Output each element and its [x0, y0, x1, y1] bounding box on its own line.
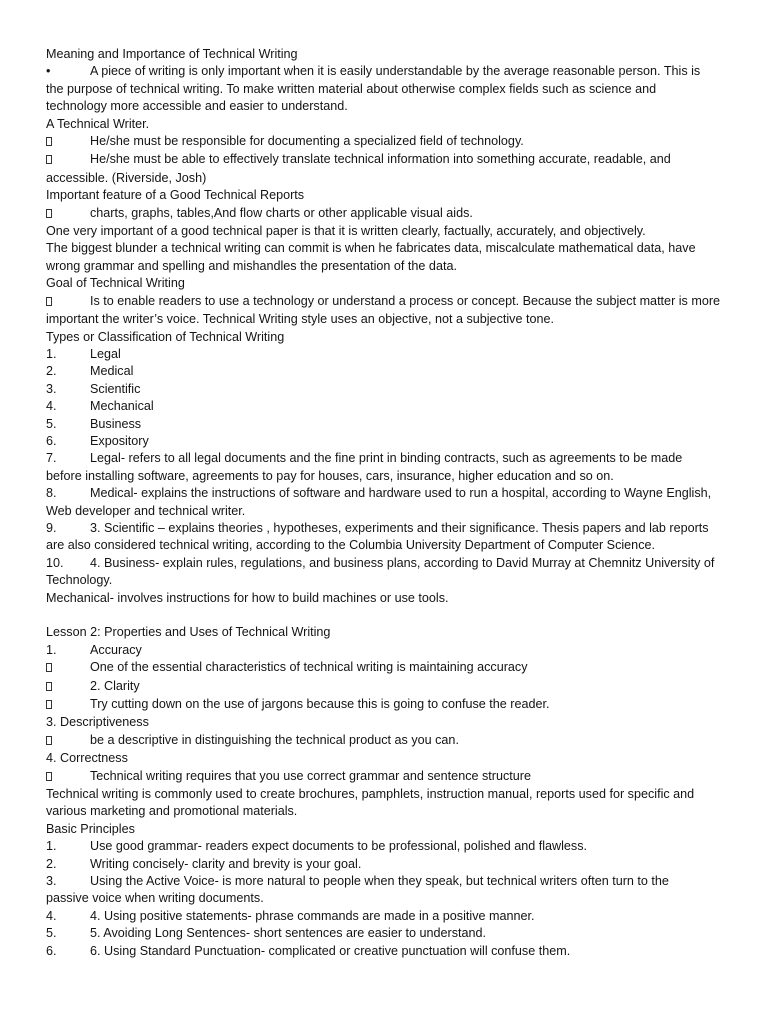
checkbox-item	[46, 133, 726, 151]
list-marker: 6.	[46, 433, 57, 448]
missing-glyph-box-icon	[46, 137, 52, 146]
checkbox-item	[46, 678, 726, 696]
item-text: Medical- explains the instructions of software and hardware used to run a hospital, according to Wayne English,	[90, 486, 712, 501]
numbered-item	[46, 520, 726, 537]
checkbox-item	[46, 151, 726, 169]
text-line: Goal of Technical Writing	[46, 276, 185, 291]
numbered-item	[46, 381, 726, 398]
text-line: 4. Correctness	[46, 751, 128, 766]
text-line: Basic Principles	[46, 821, 135, 836]
list-marker: 3.	[46, 874, 57, 889]
item-text: Scientific	[90, 381, 141, 396]
missing-glyph-box-icon	[46, 297, 52, 306]
missing-glyph-box-icon	[46, 209, 52, 218]
numbered-item	[46, 642, 726, 659]
item-text: 5. Avoiding Long Sentences- short sentences are easier to understand.	[90, 926, 487, 941]
list-marker: 4.	[46, 908, 57, 923]
item-text: He/she must be able to effectively translate technical information into something accurate, readable, and	[90, 152, 671, 167]
list-marker: 6.	[46, 943, 57, 958]
continuation-line: the purpose of technical writing. To make written material about otherwise complex fields such as science and	[46, 81, 657, 96]
checkbox-glyph-icon	[46, 293, 90, 311]
numbered-item	[46, 363, 726, 380]
item-text: Legal- refers to all legal documents and the fine print in binding contracts, such as agreements to be made	[90, 451, 683, 466]
continuation-line: Web developer and technical writer.	[46, 503, 246, 518]
item-text: 2. Clarity	[90, 678, 140, 693]
text-line: The biggest blunder a technical writing can commit is when he fabricates data, miscalculate mathematical data, have	[46, 241, 696, 256]
document-page	[46, 46, 726, 960]
numbered-item	[46, 925, 726, 942]
numbered-item	[46, 398, 726, 415]
list-marker: 7.	[46, 451, 57, 466]
list-marker: 1.	[46, 839, 57, 854]
checkbox-item	[46, 205, 726, 223]
list-marker: •	[46, 64, 51, 79]
item-text: 6. Using Standard Punctuation- complicated or creative punctuation will confuse them.	[90, 943, 571, 958]
list-marker: 9.	[46, 520, 57, 535]
checkbox-glyph-icon	[46, 678, 90, 696]
checkbox-item	[46, 696, 726, 714]
list-marker: 1.	[46, 346, 57, 361]
text-line: One very important of a good technical paper is that it is written clearly, factually, accurately, and objectively.	[46, 224, 646, 239]
numbered-item	[46, 838, 726, 855]
text-line: Meaning and Importance of Technical Writing	[46, 47, 298, 61]
list-marker: 2.	[46, 364, 57, 379]
checkbox-glyph-icon	[46, 768, 90, 786]
numbered-item	[46, 873, 726, 890]
checkbox-glyph-icon	[46, 732, 90, 750]
item-text: Mechanical	[90, 399, 154, 414]
missing-glyph-box-icon	[46, 155, 52, 164]
list-marker: 5.	[46, 416, 57, 431]
numbered-item	[46, 485, 726, 502]
continuation-line: important the writer’s voice. Technical Writing style uses an objective, not a subjective tone.	[46, 312, 554, 327]
numbered-item	[46, 346, 726, 363]
item-text: Legal	[90, 346, 121, 361]
blank-line	[46, 607, 726, 624]
numbered-item	[46, 908, 726, 925]
list-marker: 10.	[46, 555, 64, 570]
item-text: be a descriptive in distinguishing the technical product as you can.	[90, 732, 459, 747]
numbered-item	[46, 416, 726, 433]
continuation-line: passive voice when writing documents.	[46, 891, 264, 906]
missing-glyph-box-icon	[46, 772, 52, 781]
item-text: Try cutting down on the use of jargons because this is going to confuse the reader.	[90, 697, 550, 712]
item-text: Medical	[90, 364, 134, 379]
checkbox-glyph-icon	[46, 205, 90, 223]
checkbox-glyph-icon	[46, 696, 90, 714]
numbered-item	[46, 856, 726, 873]
text-line: Technical writing is commonly used to create brochures, pamphlets, instruction manual, reports used for specific and	[46, 787, 695, 802]
continuation-line: technology more accessible and easier to understand.	[46, 99, 348, 114]
numbered-item	[46, 943, 726, 960]
list-marker: 1.	[46, 642, 57, 657]
missing-glyph-box-icon	[46, 663, 52, 672]
text-line: Mechanical- involves instructions for how to build machines or use tools.	[46, 590, 449, 605]
continuation-line: Technology.	[46, 573, 113, 588]
missing-glyph-box-icon	[46, 700, 52, 709]
text-line: wrong grammar and spelling and mishandles the presentation of the data.	[46, 258, 457, 273]
item-text: A piece of writing is only important when it is easily understandable by the average reasonable person. This is	[90, 64, 701, 79]
item-text: Accuracy	[90, 642, 142, 657]
item-text: Expository	[90, 433, 149, 448]
checkbox-glyph-icon	[46, 133, 90, 151]
text-line: Lesson 2: Properties and Uses of Technical Writing	[46, 625, 331, 640]
list-marker: 8.	[46, 486, 57, 501]
continuation-line: accessible. (Riverside, Josh)	[46, 170, 207, 185]
item-text: charts, graphs, tables,And flow charts or other applicable visual aids.	[90, 205, 473, 220]
item-text: One of the essential characteristics of technical writing is maintaining accuracy	[90, 660, 528, 675]
checkbox-item	[46, 768, 726, 786]
checkbox-glyph-icon	[46, 151, 90, 169]
item-text: Writing concisely- clarity and brevity is your goal.	[90, 856, 362, 871]
text-line: Important feature of a Good Technical Reports	[46, 188, 305, 203]
item-text: Technical writing requires that you use correct grammar and sentence structure	[90, 768, 531, 783]
checkbox-glyph-icon	[46, 659, 90, 677]
text-line: Types or Classification of Technical Writing	[46, 329, 285, 344]
list-marker: 4.	[46, 399, 57, 414]
continuation-line: before installing software, agreements to pay for houses, cars, insurance, higher education and so on.	[46, 468, 614, 483]
text-line: 3. Descriptiveness	[46, 715, 149, 730]
numbered-item	[46, 555, 726, 572]
missing-glyph-box-icon	[46, 682, 52, 691]
list-marker: 2.	[46, 856, 57, 871]
numbered-item	[46, 450, 726, 467]
item-text: Is to enable readers to use a technology or understand a process or concept. Because the subject matter is more	[90, 293, 721, 308]
item-text: 3. Scientific – explains theories , hypotheses, experiments and their significance. Thesis papers and lab reports	[90, 520, 709, 535]
numbered-item	[46, 433, 726, 450]
list-marker: 5.	[46, 926, 57, 941]
bullet-item	[46, 63, 726, 80]
item-text: He/she must be responsible for documenting a specialized field of technology.	[90, 134, 524, 149]
missing-glyph-box-icon	[46, 736, 52, 745]
item-text: Use good grammar- readers expect documents to be professional, polished and flawless.	[90, 839, 588, 854]
item-text: 4. Using positive statements- phrase commands are made in a positive manner.	[90, 908, 535, 923]
item-text: Using the Active Voice- is more natural to people when they speak, but technical writers often turn to the	[90, 874, 669, 889]
list-marker: 3.	[46, 381, 57, 396]
text-line: A Technical Writer.	[46, 116, 150, 131]
checkbox-item	[46, 293, 726, 311]
checkbox-item	[46, 732, 726, 750]
checkbox-item	[46, 659, 726, 677]
text-line: various marketing and promotional materials.	[46, 804, 298, 819]
continuation-line: are also considered technical writing, according to the Columbia University Department of Computer Science.	[46, 538, 655, 553]
item-text: 4. Business- explain rules, regulations, and business plans, according to David Murray at Chemnitz University of	[90, 555, 715, 570]
item-text: Business	[90, 416, 142, 431]
